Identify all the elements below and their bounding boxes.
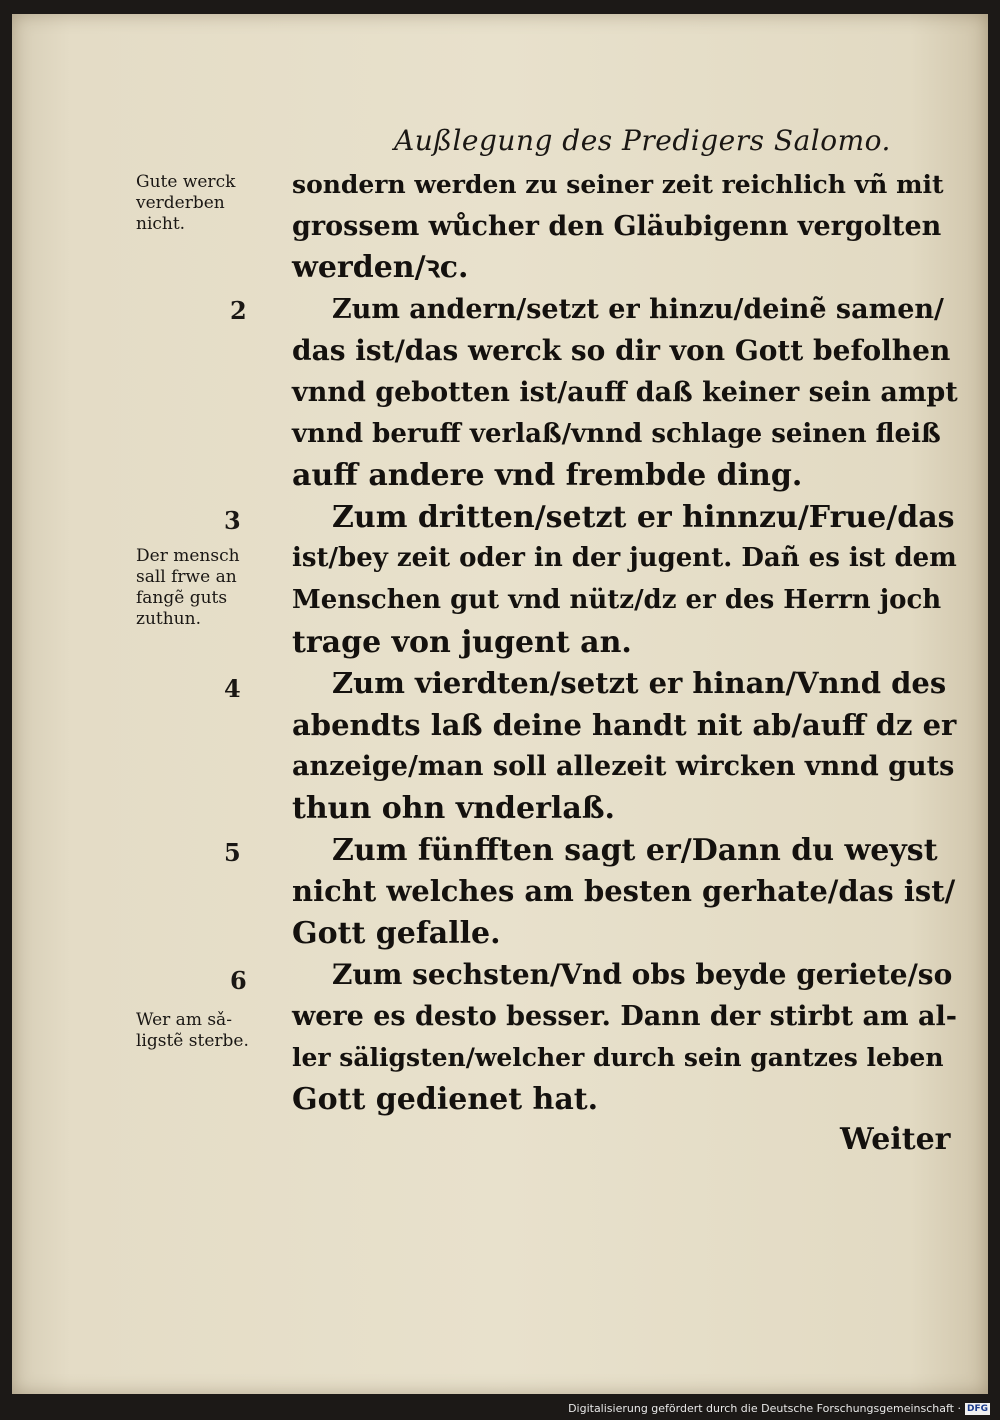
body-line: vnnd gebotten ist/auff daß keiner sein ampt: [292, 376, 958, 408]
body-line: Zum dritten/setzt er hinnzu/Frue/das: [332, 499, 955, 535]
marginal-note-line: nicht.: [136, 214, 186, 234]
marginal-note-line: fangẽ guts: [136, 588, 228, 608]
body-line: Zum andern/setzt er hinzu/deinẽ samen/: [332, 293, 944, 325]
marginal-note-line: Gute werck: [136, 172, 236, 192]
catchword: Weiter: [840, 1122, 951, 1157]
marginal-note-line: sall frwe an: [136, 567, 237, 587]
running-head: Außlegung des Predigers Salomo.: [394, 124, 891, 157]
marginal-note-good-works: [136, 172, 286, 235]
marginal-note-line: verderben: [136, 193, 225, 213]
section-number: 5: [224, 838, 241, 867]
body-line: were es desto besser. Dann der stirbt am al-: [292, 1000, 957, 1032]
marginal-note-youth: [136, 546, 286, 630]
body-line: Zum vierdten/setzt er hinan/Vnnd des: [332, 666, 947, 701]
marginal-note-line: zuthun.: [136, 609, 201, 629]
body-line: Gott gefalle.: [292, 915, 501, 951]
body-line: ler säligsten/welcher durch sein gantzes leben: [292, 1043, 944, 1073]
body-line: ist/bey zeit oder in der jugent. Dañ es ist dem: [292, 543, 957, 574]
marginal-note-line: Wer am sǎ-: [136, 1010, 232, 1030]
body-line: abendts laß deine handt nit ab/auff dz er: [292, 707, 957, 742]
body-line: Gott gedienet hat.: [292, 1082, 599, 1118]
marginal-note-blessed-death: [136, 1010, 286, 1052]
book-page: [12, 14, 988, 1394]
body-line: auff andere vnd frembde ding.: [292, 458, 803, 494]
dfg-logo: DFG: [966, 1403, 988, 1414]
marginal-note-line: ligstẽ sterbe.: [136, 1031, 249, 1051]
body-line: trage von jugent an.: [292, 624, 632, 660]
footer-text: Digitalisierung gefördert durch die Deutsche Forschungsgemeinschaft ·: [568, 1402, 961, 1415]
digitization-footer: [568, 1402, 990, 1415]
body-line: nicht welches am besten gerhate/das ist/: [292, 874, 956, 909]
body-line: Zum fünfften sagt er/Dann du weyst: [332, 832, 938, 868]
section-number: 3: [224, 506, 241, 535]
body-line: grossem wůcher den Gläubigenn vergolten: [292, 210, 942, 242]
body-line: werden/ꝛc.: [292, 250, 469, 286]
body-text: [292, 164, 962, 1121]
body-line: das ist/das werck so dir von Gott befolhen: [292, 334, 951, 368]
section-number: 6: [230, 966, 247, 995]
section-number: 4: [224, 674, 241, 703]
body-line: anzeige/man soll allezeit wircken vnnd guts: [292, 751, 955, 783]
body-line: Menschen gut vnd nütz/dz er des Herrn joch: [292, 584, 942, 615]
body-line: Zum sechsten/Vnd obs beyde geriete/so: [332, 958, 953, 992]
body-line: sondern werden zu seiner zeit reichlich vñ mit: [292, 170, 944, 199]
body-line: vnnd beruff verlaß/vnnd schlage seinen fleiß: [292, 418, 941, 449]
body-line: thun ohn vnderlaß.: [292, 790, 615, 826]
marginal-note-line: Der mensch: [136, 546, 240, 566]
section-number: 2: [230, 296, 247, 325]
